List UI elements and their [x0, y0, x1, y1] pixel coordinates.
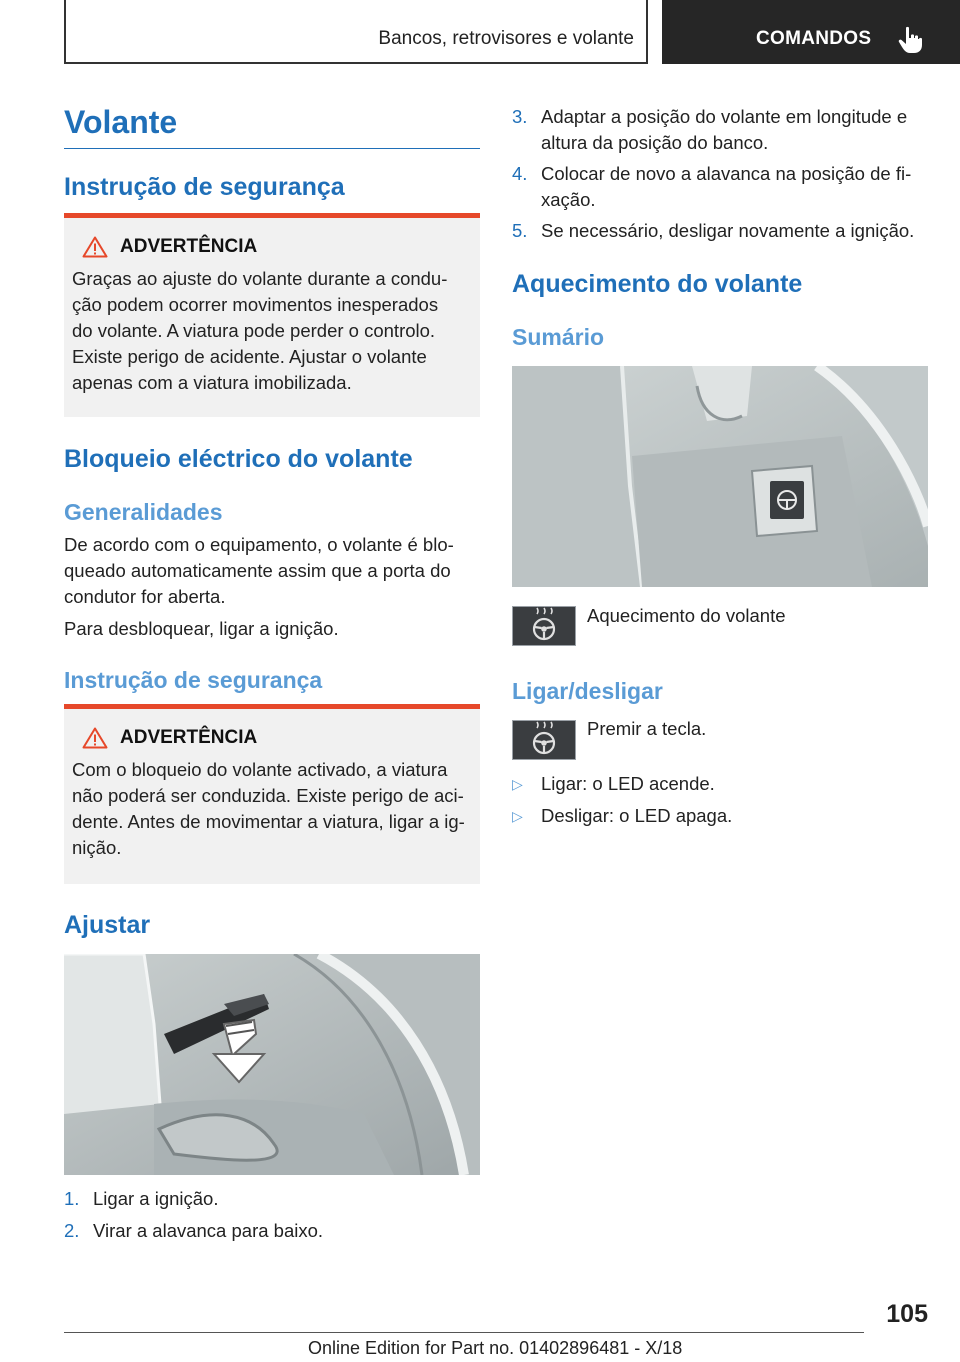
step-1: 1. Ligar a ignição.: [64, 1188, 219, 1209]
heating-heading: Aquecimento do volante: [512, 270, 803, 298]
triangle-bullet-icon: ▷: [512, 808, 523, 824]
unlock-paragraph: Para desbloquear, ligar a ignição.: [64, 618, 339, 639]
warning-box-1: [64, 213, 480, 417]
header-section-title: Bancos, retrovisores e volante: [378, 28, 634, 49]
steering-heating-button-icon[interactable]: [512, 606, 576, 646]
safety-heading-1: Instrução de segurança: [64, 173, 345, 201]
footer-divider: [64, 1332, 864, 1333]
warning-triangle-icon: [82, 236, 108, 258]
bullet-on: ▷ Ligar: o LED acende.: [512, 771, 715, 797]
steering-heating-button-icon-2[interactable]: [512, 720, 576, 760]
warning-text-2: Com o bloqueio do volante activado, a viatura não poderá ser conduzida. Existe perigo de aci- dente. Antes de movimentar a viatura, ligar a ig- nição.: [72, 759, 465, 858]
footer-edition-text: Online Edition for Part no. 01402896481 - X/18: [308, 1338, 683, 1358]
step-2: 2. Virar a alavanca para baixo.: [64, 1220, 324, 1241]
warning-box-2: [64, 704, 480, 884]
warning-title-1: ADVERTÊNCIA: [120, 236, 258, 257]
adjust-heading: Ajustar: [64, 911, 151, 939]
step-3: 3. Adaptar a posição do volante em longitude e altura da posição do banco.: [512, 106, 908, 153]
steering-column-illustration: [512, 366, 928, 587]
heated-steering-wheel-icon: [513, 721, 575, 759]
summary-heading: Sumário: [512, 324, 605, 350]
triangle-bullet-icon: ▷: [512, 776, 523, 792]
lock-heading: Bloqueio eléctrico do volante: [64, 445, 413, 473]
press-key-text: Premir a tecla.: [587, 718, 707, 739]
general-heading: Generalidades: [64, 499, 223, 525]
chapter-tab[interactable]: [662, 0, 960, 64]
header-frame: [64, 0, 648, 64]
steering-lever-illustration: [64, 954, 480, 1175]
pointing-hand-icon: [898, 26, 924, 54]
general-paragraph: De acordo com o equipamento, o volante é blo- queado automaticamente assim que a porta do condutor for aberta.: [64, 534, 454, 607]
warning-triangle-icon: [82, 727, 108, 749]
step-5: 5. Se necessário, desligar novamente a ignição.: [512, 220, 915, 241]
steering-lever-photo: [64, 954, 480, 1175]
page-title: Volante: [64, 104, 480, 149]
onoff-heading: Ligar/desligar: [512, 678, 663, 704]
warning-title-2: ADVERTÊNCIA: [120, 727, 258, 748]
warning-text-1: Graças ao ajuste do volante durante a condu- ção podem ocorrer movimentos inesperados do volante. A viatura pode perder o controlo. Existe perigo de acidente. Ajustar o volante apenas com a viatura imobilizada.: [72, 268, 448, 393]
bullet-off: ▷ Desligar: o LED apaga.: [512, 803, 732, 829]
icon-caption: Aquecimento do volante: [587, 605, 786, 626]
steering-column-photo: [512, 366, 928, 587]
safety-heading-2: Instrução de segurança: [64, 667, 323, 693]
chapter-tab-label: COMANDOS: [756, 28, 872, 49]
step-4: 4. Colocar de novo a alavanca na posição de fi- xação.: [512, 163, 912, 210]
page-number: 105: [886, 1300, 928, 1328]
heated-steering-wheel-icon: [513, 607, 575, 645]
